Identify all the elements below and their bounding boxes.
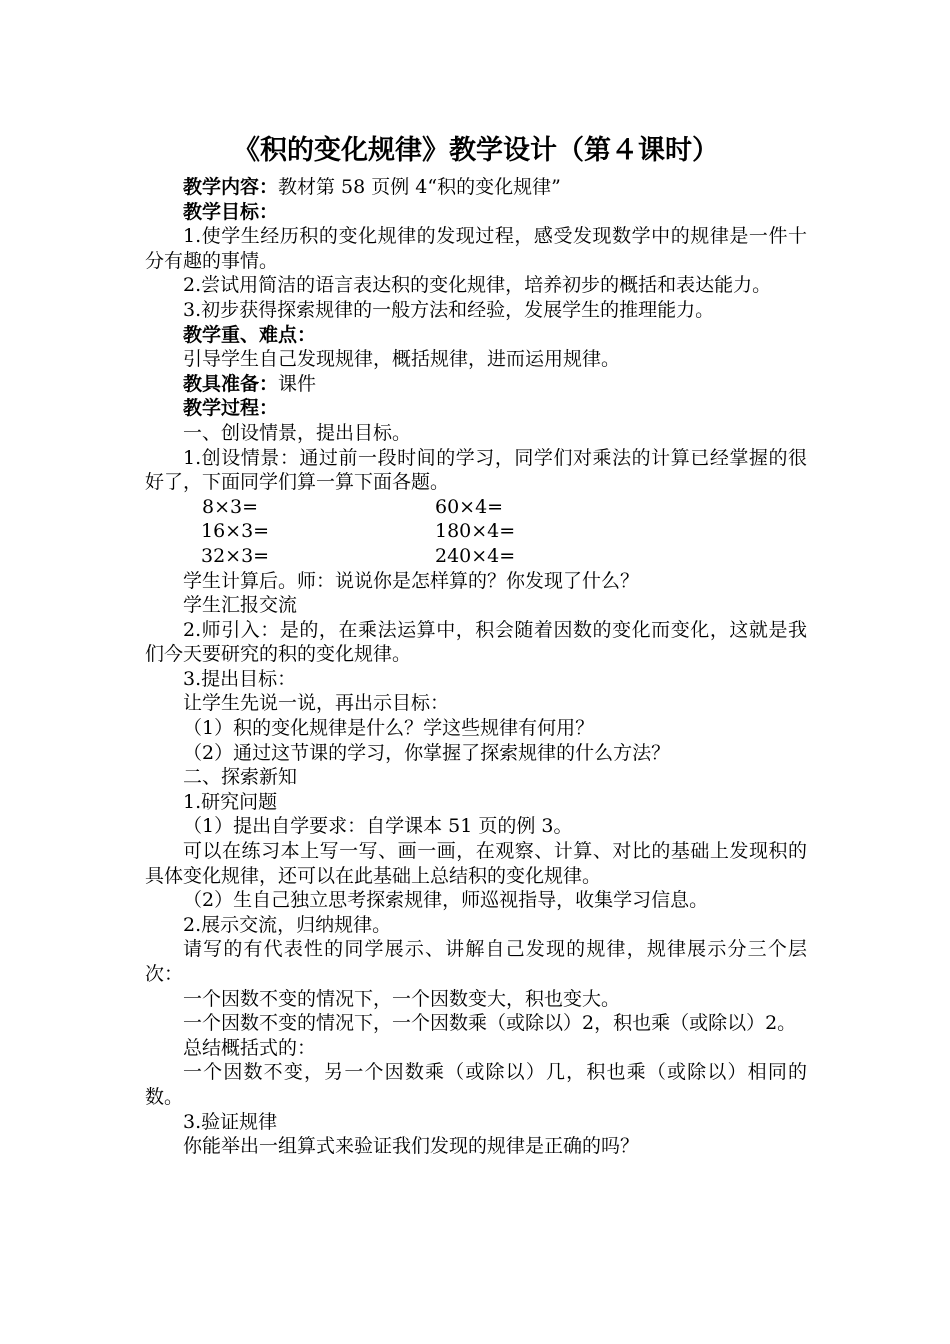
step-2-2: 2.展示交流，归纳规律。 [183,913,392,936]
calc-right: 180×4= [435,520,516,543]
step-2-2c: 一个因数不变的情况下，一个因数乘（或除以）2，积也乘（或除以）2。 [183,1012,797,1035]
goal-question-2: （2）通过这节课的学习，你掌握了探索规律的什么方法？ [183,741,671,764]
step-2-3a: 你能举出一组算式来验证我们发现的规律是正确的吗？ [183,1135,640,1158]
tools-label: 教具准备： [183,372,279,395]
goal-1: 1.使学生经历积的变化规律的发现过程，感受发现数学中的规律是一件十分有趣的事情。 [145,225,807,272]
calc-right: 240×4= [435,544,516,567]
calc-row [145,495,807,520]
goal-question-1: （1）积的变化规律是什么？学这些规律有何用？ [183,717,595,740]
content-paragraph [145,175,807,200]
step-2-1c: （2）生自己独立思考探索规律，师巡视指导，收集学习信息。 [183,889,709,912]
step-2-2b: 一个因数不变的情况下，一个因数变大，积也变大。 [183,987,621,1010]
calc-left: 16×3= [201,520,270,543]
calc-right: 60×4= [435,495,504,518]
step-2-1a: （1）提出自学要求：自学课本 51 页的例 3。 [183,815,573,838]
key-points-text: 引导学生自己发现规律，概括规律，进而运用规律。 [183,348,621,371]
step-2-1b: 可以在练习本上写一写、画一画，在观察、计算、对比的基础上发现积的具体变化规律，还可以在此基础上总结积的变化规律。 [145,840,807,887]
student-report: 学生汇报交流 [183,594,298,617]
step-1-3: 3.提出目标： [183,667,297,690]
document-title: 《积的变化规律》教学设计（第４课时） [233,135,719,166]
step-2-3: 3.验证规律 [183,1110,278,1133]
step-1-2: 2.师引入：是的，在乘法运算中，积会随着因数的变化而变化，这就是我们今天要研究的积的变化规律。 [145,618,807,666]
calc-left: 8×3= [202,495,259,518]
calc-row [145,544,807,569]
content-text: 教材第 58 页例 4“积的变化规律” [278,176,561,198]
calc-left: 32×3= [201,544,270,567]
content-label: 教学内容： [183,176,279,198]
calc-row [145,519,807,544]
goal-3: 3.初步获得探索规律的一般方法和经验，发展学生的推理能力。 [183,298,715,321]
key-points-label: 教学重、难点： [183,323,317,346]
goal-2: 2.尝试用简洁的语言表达积的变化规律，培养初步的概括和表达能力。 [183,274,772,297]
after-calc: 学生计算后。师：说说你是怎样算的？你发现了什么？ [183,569,640,592]
section-2-heading: 二、探索新知 [183,766,298,789]
step-2-2d: 总结概括式的： [183,1036,317,1059]
document-body [145,175,807,1159]
calc-table [145,495,807,569]
goals-label: 教学目标： [183,200,279,223]
section-1-heading: 一、创设情景，提出目标。 [183,421,412,444]
step-2-2a: 请写的有代表性的同学展示、讲解自己发现的规律，规律展示分三个层次： [145,938,807,985]
tools-paragraph [145,372,807,397]
step-2-1: 1.研究问题 [183,790,278,813]
step-2-2e: 一个因数不变，另一个因数乘（或除以）几，积也乘（或除以）相同的数。 [145,1061,807,1108]
step-1-1: 1.创设情景：通过前一段时间的学习，同学们对乘法的计算已经掌握的很好了，下面同学们算一算下面各题。 [145,446,807,494]
process-label: 教学过程： [183,397,279,420]
step-1-3a: 让学生先说一说，再出示目标： [183,692,450,715]
tools-text: 课件 [278,372,317,395]
